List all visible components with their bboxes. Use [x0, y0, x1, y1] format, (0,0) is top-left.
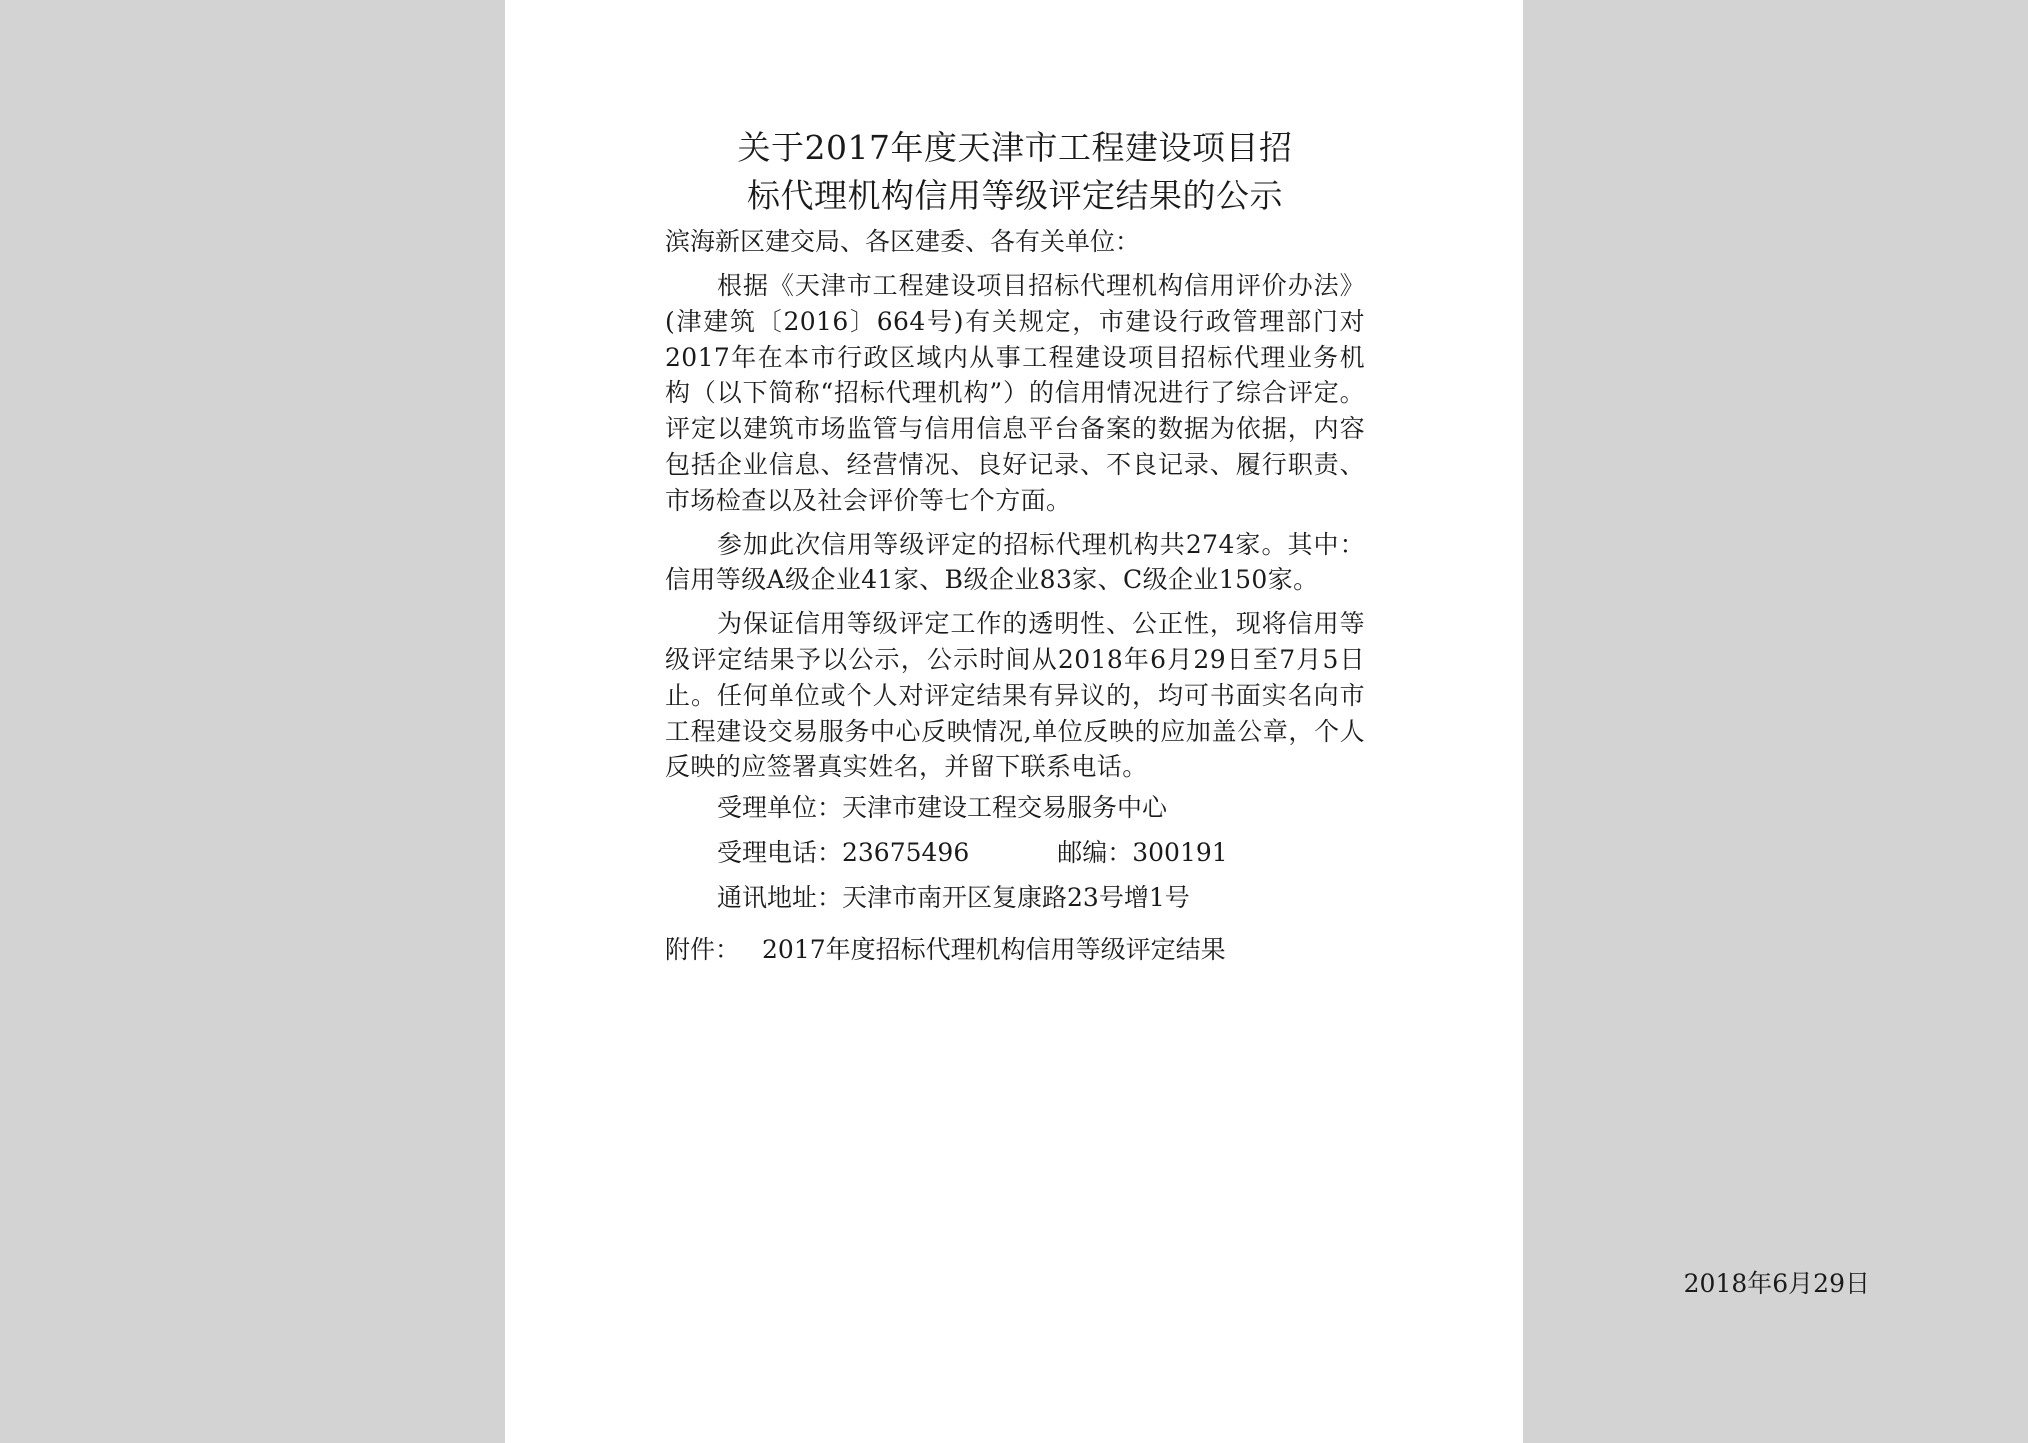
contact-phone-row: [717, 830, 1365, 875]
contact-address: 通讯地址：天津市南开区复康路23号增1号: [717, 883, 1190, 913]
document-date: 2018年6月29日: [1683, 1269, 1870, 1298]
salutation: 滨海新区建交局、各区建委、各有关单位：: [665, 227, 1141, 256]
contact-info: [665, 785, 1365, 920]
paragraph-publicity: 为保证信用等级评定工作的透明性、公正性，现将信用等级评定结果予以公示，公示时间从2018年6月29日至7月5日止。任何单位或个人对评定结果有异议的，均可书面实名向市工程建设交易服务中心反映情况,单位反映的应加盖公章，个人反映的应签署真实姓名，并留下联系电话。: [665, 609, 1365, 782]
paragraph-basis: 根据《天津市工程建设项目招标代理机构信用评价办法》(津建筑〔2016〕664号)有关规定，市建设行政管理部门对2017年在本市行政区域内从事工程建设项目招标代理业务机构（以下简称“招标代理机构”）的信用情况进行了综合评定。评定以建筑市场监管与信用信息平台备案的数据为依据，内容包括企业信息、经营情况、良好记录、不良记录、履行职责、市场检查以及社会评价等七个方面。: [665, 271, 1365, 515]
document-body: [665, 124, 1365, 968]
paragraph-statistics: 参加此次信用等级评定的招标代理机构共274家。其中：信用等级A级企业41家、B级企业83家、C级企业150家。: [665, 529, 1365, 595]
document-page: [505, 0, 1870, 1443]
attachment-link: 2017年度招标代理机构信用等级评定结果: [762, 935, 1226, 965]
contact-unit: 受理单位：天津市建设工程交易服务中心: [717, 793, 1168, 823]
contact-postcode: 邮编：300191: [1057, 838, 1228, 868]
title-line-2: 标代理机构信用等级评定结果的公示: [747, 176, 1283, 215]
attachment-label: 附件：: [665, 935, 741, 965]
title-line-1: 关于2017年度天津市工程建设项目招: [737, 128, 1293, 167]
attachment: [665, 932, 1365, 968]
document-title: [665, 124, 1365, 220]
contact-phone: 受理电话：23675496: [717, 838, 970, 868]
